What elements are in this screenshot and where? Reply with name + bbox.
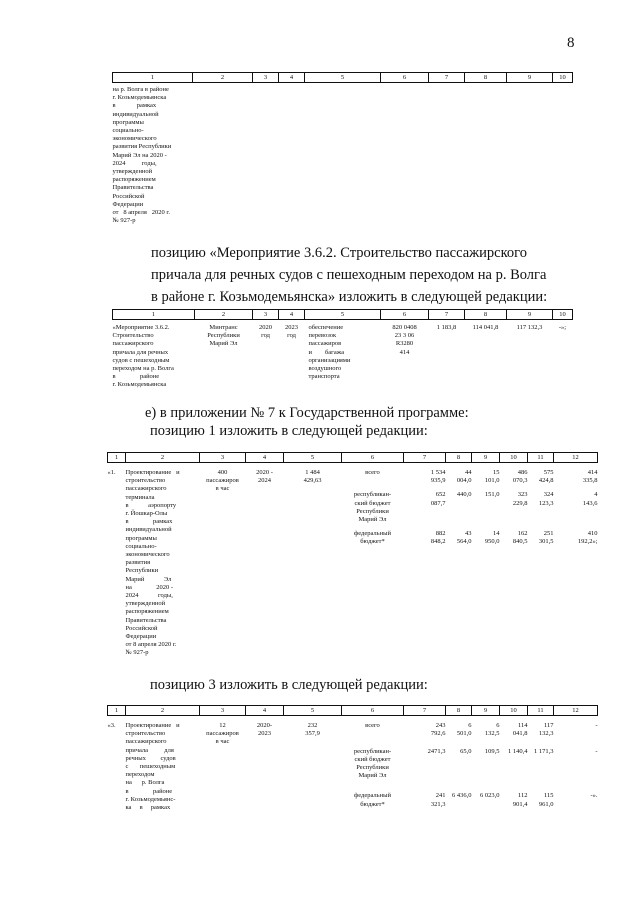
table-cell: на р. Волга в районе г. Козьмодемьянска в рамках индивидуальной программы социально- экономического развития Республики Марий Эл на 2020 - 2024 годы, утвержденной распоряжением Правительства Российской Федерации от 8 апреля 2020 г. № 927-р xyxy=(112,86,172,225)
table-header-row: 1 2 3 4 5 6 7 8 9 10 xyxy=(113,73,573,83)
table-row: республикан- ский бюджет Республики Марий Эл 2471,3 65,0 109,5 1 140,4 1 171,3 - xyxy=(353,747,598,780)
table-row: федеральный бюджет* 882 848,2 43 564,0 14 950,0 162 840,5 251 301,5 410 192,2»; xyxy=(354,530,598,546)
table-row: «Мероприятие 3.6.2. Строительство пассажирского причала для речных судов с пешеходным переходом на р. Волга в районе г. Козьмодемьянска Минтранс Республики Марий Эл 2020 год 2023 год обеспечение перевозок пассажиров и багажа организациями воздушного транспорта 820 0408 23 3 06 R3280 414 1 183,8 114 041,8 117 132,3 -»; xyxy=(112,324,567,389)
table-row: федеральный бюджет* 241 321,3 6 436,0 6 023,0 112 901,4 115 961,0 -». xyxy=(354,792,598,808)
measure-3-6-2-table xyxy=(112,309,573,390)
page-number: 8 xyxy=(567,35,575,51)
table-header-row: 1 2 3 4 5 6 7 8 9 10 11 12 xyxy=(108,453,598,463)
table-row: республикан- ский бюджет Республики Марий Эл 652 087,7 440,0 151,0 323 229,8 324 123,3 4 143,6 xyxy=(353,491,598,524)
table-header-row: 1 2 3 4 5 6 7 8 9 10 11 12 xyxy=(108,706,598,716)
paragraph-position-3: позицию 3 изложить в следующей редакции: xyxy=(150,677,428,693)
table-row: «1. Проектирование и строительство пассажирского терминала в аэропорту г. Йошкар-Олы в рамках индивидуальной программы социально- экономического развития Республики Марий Эл на 2020 - 2024 годы, утвержденной распоряжением Правительства Российской Федерации от 8 апреля 2020 г. № 927-р 400 пассажиров в час 2020 - 2024 1 484 429,63 всего 1 534 935,9 44 004,0 15 101,0 486 070,3 575 424,8 414 335,8 xyxy=(107,469,598,657)
position-3-table xyxy=(107,705,598,812)
paragraph-appendix-7: е) в приложении № 7 к Государственной программе: xyxy=(145,405,469,421)
paragraph-position-1: позицию 1 изложить в следующей редакции: xyxy=(150,423,428,439)
position-1-table xyxy=(107,452,598,670)
table-row: «3. Проектирование и строительство пассажирского причала для речных судов с пешеходным переходом на р. Волга в районе г. Козьмодемьянс- ка в рамках 12 пассажиров в час 2020- 2023 232 357,9 всего 243 792,6 6 501,0 6 132,5 114 041,8 117 132,3 - xyxy=(107,722,598,812)
paragraph-position-3-6-2: позицию «Мероприятие 3.6.2. Строительство пассажирского причала для речных судов с пешеходным переходом на р. Волга в районе г. Козьмодемьянска» изложить в следующей редакции: xyxy=(151,245,548,305)
table-header-row: 1 2 3 4 5 6 7 8 9 10 xyxy=(113,310,573,320)
continuation-table xyxy=(112,72,573,225)
